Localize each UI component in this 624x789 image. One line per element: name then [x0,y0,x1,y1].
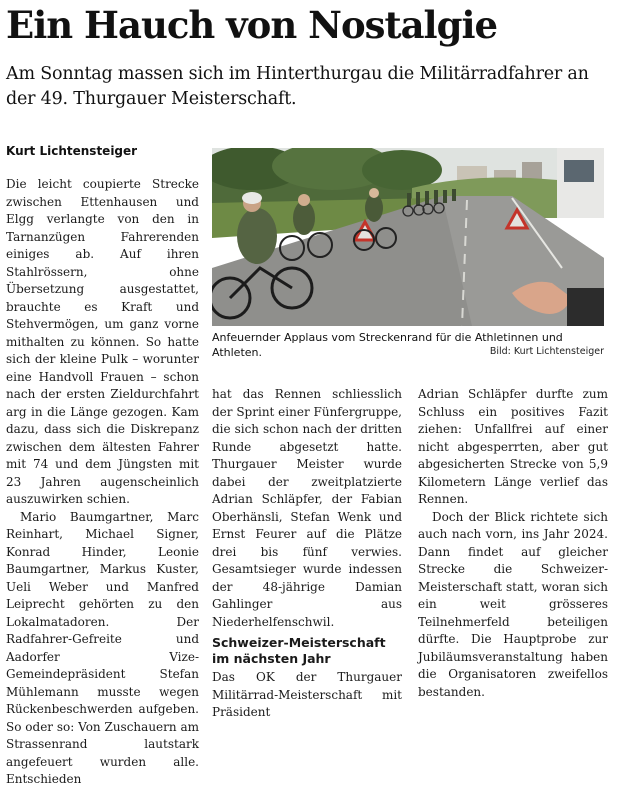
body-paragraph: Die leicht coupierte Strecke zwischen Ettenhausen und Elgg verlangte von den in Tarnanzügen Fahrerenden einiges ab. Auf ihren Stahlrössern, ohne Übersetzung ausgestattet, brauchte es Kraft und Stehvermögen, um ganz vorne mithalten zu können. So hatte sich der kleine Pulk – worunter eine Handvoll Frauen – schon nach der ersten Zieldurchfahrt arg in die Länge gezogen. Kam dazu, dass sich die Diskrepanz zwischen dem ältesten Fahrer mit 74 und dem Jüngsten mit 23 Jahren augenscheinlich auszuwirken schien. [6,177,199,506]
article-photo [212,148,604,326]
author-byline: Kurt Lichtensteiger [6,144,138,158]
lead-text: Am Sonntag massen sich im Hinterthurgau die Militärradfahrer an der 49. Thurgauer Meisterschaft. [6,64,589,109]
body-paragraph: Mario Baumgartner, Marc Reinhart, Michael Signer, Konrad Hinder, Leonie Baumgartner, Markus Kuster, Ueli Weber und Manfred Leiprecht gehörten zu den Lokalmatadoren. Der Radfahrer-Gefreite und Aadorfer Vize-Gemeindepräsident Stefan Mühlemann musste wegen Rückenbeschwerden aufgeben. So oder so: Von Zuschauern am Strassenrand lautstark angefeuert wurden alle. Entschieden [6,509,199,786]
body-paragraph: Das OK der Thurgauer Militärrad-Meisterschaft mit Präsident [212,670,402,719]
column-3 [418,386,608,701]
photo-credit: Bild: Kurt Lichtensteiger [489,346,604,357]
body-paragraph: Doch der Blick richtete sich auch nach vorn, ins Jahr 2024. Dann findet auf gleicher Strecke die Schweizer-Meisterschaft statt, woran sich ein weit grösseres Teilnehmerfeld beteiligen dürfte. Die Hauptprobe zur Jubiläumsveranstaltung haben die Organisatoren zweifellos bestanden. [418,509,608,699]
headline: Ein Hauch von Nostalgie [6,3,498,47]
column-1 [6,176,199,789]
photo-caption: Anfeuernder Applaus vom Streckenrand für die Athletinnen und Athleten. [212,331,563,359]
column-2 [212,386,402,722]
body-paragraph: hat das Rennen schliesslich der Sprint einer Fünfergruppe, die sich schon nach der dritten Runde abgesetzt hatte. Thurgauer Meister wurde dabei der zweitplatzierte Adrian Schläpfer, der Fabian Oberhänsli, Stefan Wenk und Ernst Feurer auf die Plätze drei bis fünf verwies. Gesamtsieger wurde indessen der 48-jährige Damian Gahlinger aus Niederhelfenschwil. [212,387,402,629]
body-paragraph: Adrian Schläpfer durfte zum Schluss ein positives Fazit ziehen: Unfallfrei auf einer nicht abgesperrten, aber gut abgesicherten Strecke von 5,9 Kilometern Länge verlief das Rennen. [418,387,608,506]
subheading: Schweizer-Meisterschaft im nächsten Jahr [212,635,386,666]
